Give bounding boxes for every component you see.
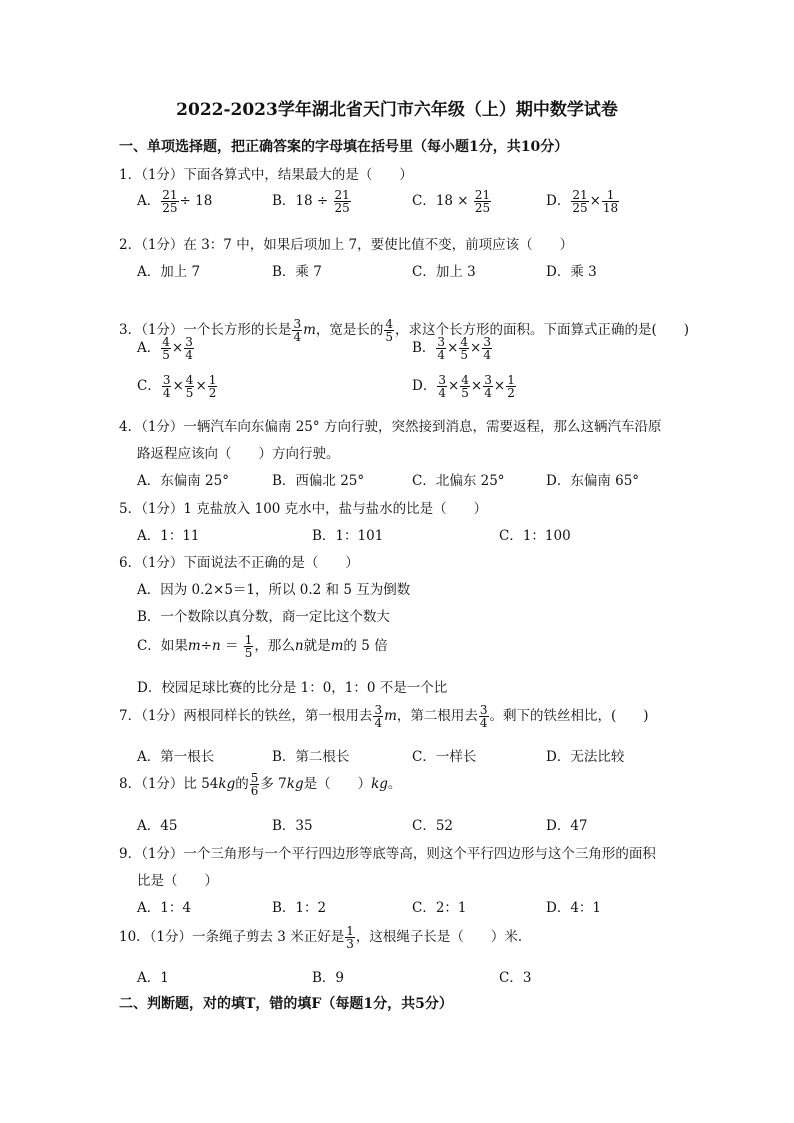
question-3-option-d: D． $\frac{3}{4}$ × $\frac{4}{5}$ × $\frac{3}{4}$ × $\frac{1}{2}$ xyxy=(412,373,515,400)
question-8-option-d: D．47 xyxy=(546,818,588,834)
fraction: $\frac{1}{5}$ xyxy=(244,633,253,660)
question-2-option-a: A．加上 7 xyxy=(137,264,201,280)
question-9-option-a: A．1：4 xyxy=(137,900,191,916)
question-6-option-a: A．因为 0.2×5＝1，所以 0.2 和 5 互为倒数 xyxy=(137,582,411,598)
question-7-stem: 7．（1分）两根同样长的铁丝，第一根用去 $\frac{3}{4}$ m，第二根用去 $\frac{3}{4}$ 。剩下的铁丝相比，( ) xyxy=(119,703,649,730)
fraction: $\frac{5}{6}$ xyxy=(250,771,259,798)
question-9-stem-line-2: 比是（ ） xyxy=(137,873,218,889)
question-10-option-b: B．9 xyxy=(312,970,345,986)
fraction: $\frac{21}{25}$ xyxy=(334,188,350,215)
fraction: $\frac{3}{4}$ xyxy=(479,703,488,730)
question-3-option-b: B． $\frac{3}{4}$ × $\frac{4}{5}$ × $\frac{3}{4}$ xyxy=(412,335,491,362)
fraction: $\frac{3}{4}$ xyxy=(374,703,383,730)
question-9-option-b: B．1：2 xyxy=(272,900,327,916)
question-1-option-c: C．18 × $\frac{21}{25}$ xyxy=(412,188,491,215)
question-4-option-b: B．西偏北 25° xyxy=(272,473,365,489)
fraction: $\frac{3}{4}$ xyxy=(293,317,302,344)
question-4-option-a: A．东偏南 25° xyxy=(137,473,229,489)
fraction: $\frac{21}{25}$ xyxy=(162,188,178,215)
question-2-option-c: C．加上 3 xyxy=(412,264,476,280)
question-8-stem: 8．（1分）比 54kg的 $\frac{5}{6}$ 多 7kg是（ ）kg。 xyxy=(119,771,402,798)
question-6-stem: 6．（1分）下面说法不正确的是（ ） xyxy=(119,555,359,571)
question-4-stem-line-1: 4．（1分）一辆汽车向东偏南 25° 方向行驶，突然接到消息，需要返程，那么这辆汽车沿原 xyxy=(119,419,662,435)
question-7-option-c: C．一样长 xyxy=(412,749,477,765)
question-3-option-c: C． $\frac{3}{4}$ × $\frac{4}{5}$ × $\frac{1}{2}$ xyxy=(137,373,217,400)
question-1-option-a: A． $\frac{21}{25}$ ÷ 18 xyxy=(137,188,213,215)
question-10-option-c: C．3 xyxy=(499,970,532,986)
question-6-option-c: C．如果m÷n ＝ $\frac{1}{5}$ ，那么n就是m的 5 倍 xyxy=(137,633,388,660)
fraction: $\frac{1}{18}$ xyxy=(602,188,619,215)
question-8-option-b: B．35 xyxy=(272,818,313,834)
question-9-option-c: C．2：1 xyxy=(412,900,467,916)
question-1-option-b: B．18 ÷ $\frac{21}{25}$ xyxy=(272,188,350,215)
question-8-option-a: A．45 xyxy=(137,818,178,834)
question-3-option-a: A． $\frac{4}{5}$ × $\frac{3}{4}$ xyxy=(137,335,193,362)
question-7-option-b: B．第二根长 xyxy=(272,749,350,765)
question-1-stem: 1．（1分）下面各算式中，结果最大的是（ ） xyxy=(119,167,413,183)
question-4-option-d: D．东偏南 65° xyxy=(546,473,640,489)
question-6-option-d: D．校园足球比赛的比分是 1：0，1：0 不是一个比 xyxy=(137,680,448,696)
question-3-stem: 3．（1分）一个长方形的长是 $\frac{3}{4}$ m，宽是长的 $\frac{4}{5}$ ，求这个长方形的面积。下面算式正确的是( ) xyxy=(119,317,690,344)
question-9-stem-line-1: 9．（1分）一个三角形与一个平行四边形等底等高，则这个平行四边形与这个三角形的面积 xyxy=(119,846,656,862)
fraction: $\frac{21}{25}$ xyxy=(474,188,491,215)
question-5-option-b: B．1：101 xyxy=(312,528,384,544)
question-4-option-c: C．北偏东 25° xyxy=(412,473,505,489)
question-10-stem: 10．（1分）一条绳子剪去 3 米正好是 $\frac{1}{3}$ ，这根绳子长是（ ）米． xyxy=(119,924,532,951)
question-6-option-b: B．一个数除以真分数，商一定比这个数大 xyxy=(137,609,390,625)
question-5-stem: 5．（1分）1 克盐放入 100 克水中，盐与盐水的比是（ ） xyxy=(119,501,488,517)
question-5-option-c: C．1：100 xyxy=(499,528,571,544)
question-1-option-d: D． $\frac{21}{25}$ × $\frac{1}{18}$ xyxy=(546,188,619,215)
page-title: 2022-2023学年湖北省天门市六年级（上）期中数学试卷 xyxy=(176,100,618,120)
question-9-option-d: D．4：1 xyxy=(546,900,602,916)
question-2-stem: 2．（1分）在 3：7 中，如果后项加上 7，要使比值不变，前项应该（ ） xyxy=(119,237,574,253)
question-2-option-b: B．乘 7 xyxy=(272,264,322,280)
question-10-option-a: A．1 xyxy=(137,970,169,986)
question-4-stem-line-2: 路返程应该向（ ）方向行驶。 xyxy=(137,446,340,462)
section-heading-true-false: 二、判断题，对的填T，错的填F（每题1分，共5分） xyxy=(119,996,453,1012)
question-7-option-d: D．无法比较 xyxy=(546,749,625,765)
fraction: $\frac{1}{3}$ xyxy=(346,924,354,951)
question-5-option-a: A．1：11 xyxy=(137,528,200,544)
question-8-option-c: C．52 xyxy=(412,818,454,834)
fraction: $\frac{4}{5}$ xyxy=(385,317,394,344)
question-2-option-d: D．乘 3 xyxy=(546,264,597,280)
fraction: $\frac{21}{25}$ xyxy=(572,188,588,215)
question-7-option-a: A．第一根长 xyxy=(137,749,215,765)
section-heading-choice: 一、单项选择题，把正确答案的字母填在括号里（每小题1分，共10分） xyxy=(119,139,569,155)
